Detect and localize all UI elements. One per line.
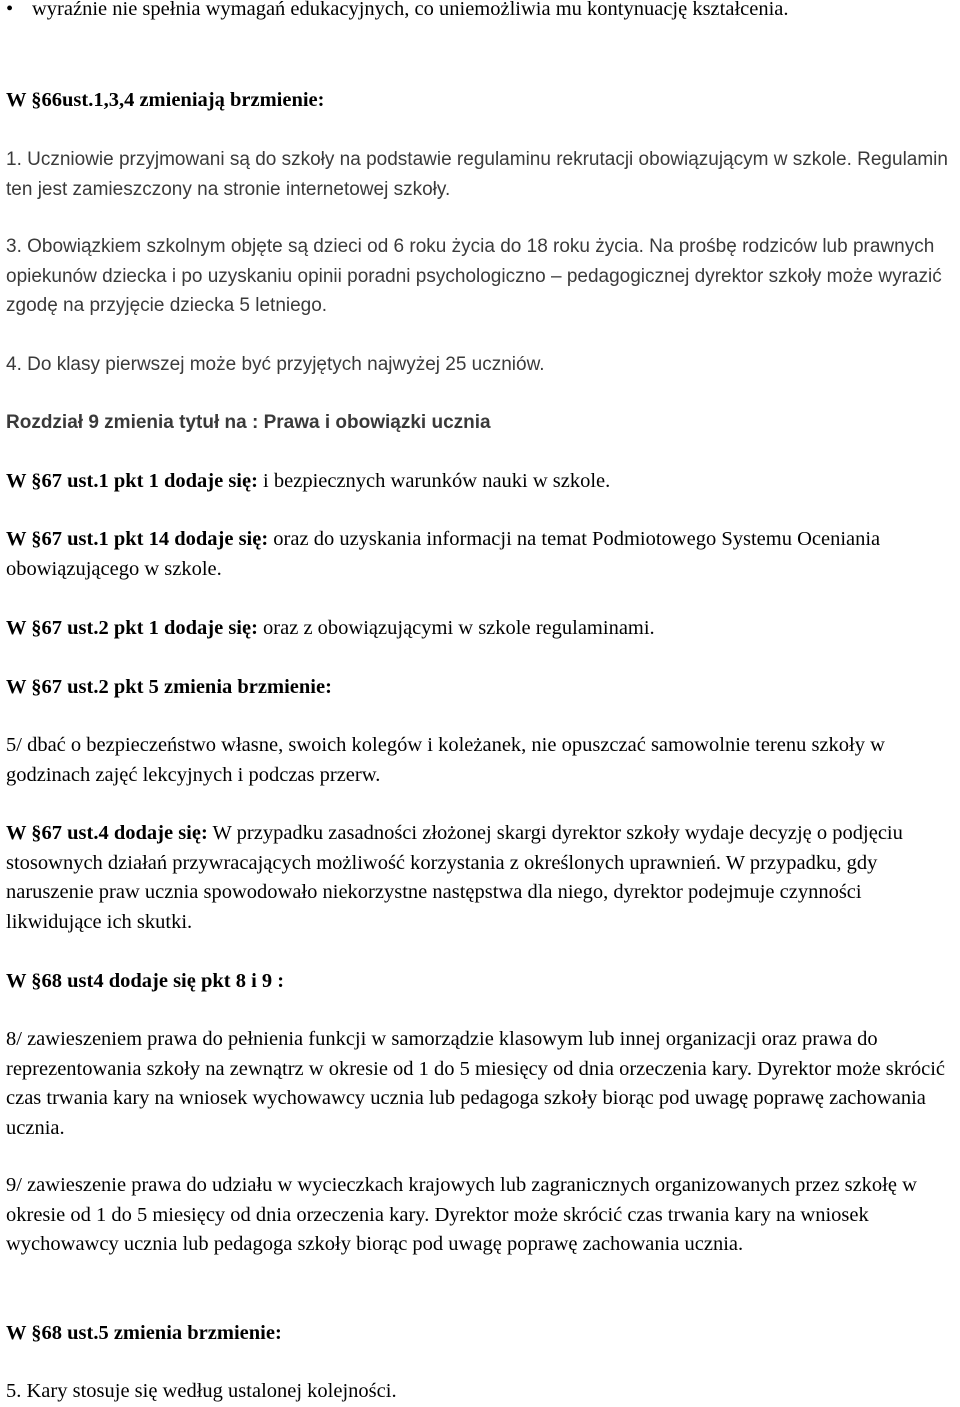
paragraph-text: i bezpiecznych warunków nauki w szkole. [257, 470, 611, 492]
heading-text: Rozdział 9 zmienia tytuł na : Prawa i obowiązki ucznia [6, 412, 491, 433]
heading-text: W §68 ust.5 zmienia brzmienie: [6, 1322, 282, 1344]
paragraph-66-3 [6, 232, 956, 321]
paragraph-text: 9/ zawieszenie prawa do udziału w wycieczkach krajowych lub zagranicznych organizowanych przez szkołę w okresie od 1 do 5 miesięcy od dnia orzeczenia kary. Dyrektor może skrócić czas trwania kary na wniosek wychowawcy ucznia lub pedagoga szkoły biorąc pod uwagę poprawę zachowania ucznia. [6, 1174, 917, 1255]
heading-text: W §68 ust4 dodaje się pkt 8 i 9 : [6, 970, 285, 992]
paragraph-67-1-14 [6, 525, 956, 584]
paragraph-lead: W §67 ust.1 pkt 1 dodaje się: [6, 470, 258, 492]
paragraph-text: 1. Uczniowie przyjmowani są do szkoły na podstawie regulaminu rekrutacji obowiązującym w szkole. Regulamin ten jest zamieszczony na stronie internetowej szkoły. [6, 149, 948, 200]
paragraph-lead: W §67 ust.2 pkt 1 dodaje się: [6, 617, 258, 639]
chapter-9-heading [6, 408, 956, 438]
paragraph-text: oraz do uzyskania informacji na temat Podmiotowego Systemu Oceniania obowiązującego w szkole. [6, 528, 881, 580]
section-heading-66 [6, 86, 956, 116]
paragraph-item-9 [6, 1171, 960, 1260]
paragraph-text: 3. Obowiązkiem szkolnym objęte są dzieci od 6 roku życia do 18 roku życia. Na prośbę rodziców lub prawnych opiekunów dziecka i po uzyskaniu opinii poradni psychologiczno – pedagogicznej dyrektor szkoły może wyrazić zgodę na przyjęcie dziecka 5 letniego. [6, 236, 942, 316]
paragraph-text: 8/ zawieszeniem prawa do pełnienia funkcji w samorządzie klasowym lub innej organizacji oraz prawa do reprezentowania szkoły na zewnątrz w okresie od 1 do 5 miesięcy od dnia orzeczenia kary. Dyrektor może skrócić czas trwania kary na wniosek wychowawcy ucznia lub pedagoga szkoły biorąc pod uwagę poprawę zachowania ucznia. [6, 1028, 945, 1139]
paragraph-66-1 [6, 145, 960, 204]
bullet-icon: • [6, 0, 14, 20]
paragraph-67-4 [6, 819, 956, 937]
section-heading-68-5 [6, 1319, 956, 1349]
bullet-text: wyraźnie nie spełnia wymagań edukacyjnych, co uniemożliwia mu kontynuację kształcenia. [32, 0, 789, 20]
paragraph-text: 4. Do klasy pierwszej może być przyjętych najwyżej 25 uczniów. [6, 354, 545, 375]
paragraph-text: 5/ dbać o bezpieczeństwo własne, swoich kolegów i koleżanek, nie opuszczać samowolnie terenu szkoły w godzinach zajęć lekcyjnych i podczas przerw. [6, 734, 885, 786]
paragraph-66-4 [6, 350, 956, 380]
paragraph-lead: W §67 ust.4 dodaje się: [6, 822, 208, 844]
paragraph-67-1-1 [6, 467, 956, 497]
paragraph-67-2-1 [6, 614, 956, 644]
heading-text: W §66ust.1,3,4 zmieniają brzmienie: [6, 89, 325, 111]
section-heading-68-4 [6, 967, 956, 997]
paragraph-text: 5. Kary stosuje się według ustalonej kolejności. [6, 1380, 397, 1402]
paragraph-text: W przypadku zasadności złożonej skargi dyrektor szkoły wydaje decyzję o podjęciu stosownych działań przywracających możliwość korzystania z określonych uprawnień. W przypadku, gdy naruszenie praw ucznia spowodowało niekorzystne następstwa dla niego, dyrektor podejmuje czynności likwidujące ich skutki. [6, 822, 903, 933]
bullet-paragraph [6, 0, 956, 25]
paragraph-item-8 [6, 1025, 956, 1143]
paragraph-item-5 [6, 731, 956, 790]
paragraph-text: oraz z obowiązującymi w szkole regulaminami. [257, 617, 655, 639]
heading-text: W §67 ust.2 pkt 5 zmienia brzmienie: [6, 676, 332, 698]
paragraph-lead: W §67 ust.1 pkt 14 dodaje się: [6, 528, 269, 550]
section-heading-67-2-5 [6, 673, 956, 703]
paragraph-68-5 [6, 1377, 956, 1407]
